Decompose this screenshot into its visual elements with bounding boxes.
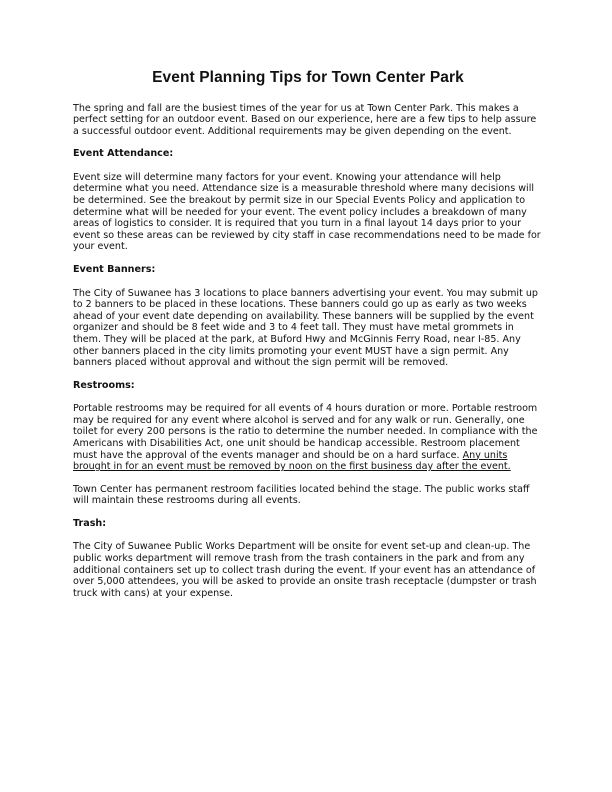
banners-paragraph: The City of Suwanee has 3 locations to place banners advertising your event. You may submit up to 2 banners to be placed in these locations. These banners could go up as early as two weeks ahead of your event date depending on availability. These banners will be supplied by the event organizer and should be 8 feet wide and 3 to 4 feet tall. They must have metal grommets in them. They will be placed at the park, at Buford Hwy and McGinnis Ferry Road, near I-85. Any other banners placed in the city limits promoting your event MUST have a sign permit. Any banners placed without approval and without the sign permit will be removed. [73,287,538,369]
restrooms-paragraph-2: Town Center has permanent restroom facilities located behind the stage. The public works staff will maintain these restrooms during all events. [73,483,530,507]
restrooms-underlined-text: Any units brought in for an event must be removed by noon on the first business day after the event. [73,449,511,473]
page-title: Event Planning Tips for Town Center Park [152,69,464,86]
restrooms-paragraph [73,403,543,473]
restrooms-heading: Restrooms: [73,379,135,391]
trash-paragraph: The City of Suwanee Public Works Department will be onsite for event set-up and clean-up. The public works department will remove trash from the trash containers in the park and from any additional containers set up to collect trash during the event. If your event has an attendance of over 5,000 attendees, you will be asked to provide an onsite trash receptacle (dumpster or trash truck with cans) at your expense. [73,541,537,599]
banners-heading: Event Banners: [73,264,156,276]
restrooms-text: Portable restrooms may be required for all events of 4 hours duration or more. Portable restroom may be required for any event where alcohol is served and for any walk or run. Generally, one toilet for every 200 persons is the ratio to determine the number needed. In compliance with the Americans with Disabilities Act, one unit should be handicap accessible. Restroom placement must have the approval of the events manager and should be on a hard surface. [73,403,538,461]
document-page [73,69,543,610]
attendance-heading: Event Attendance: [73,148,174,160]
trash-heading: Trash: [73,517,107,529]
intro-paragraph: The spring and fall are the busiest times of the year for us at Town Center Park. This makes a perfect setting for an outdoor event. Based on our experience, here are a few tips to help assure a successful outdoor event. Additional requirements may be given depending on the event. [73,102,537,137]
attendance-paragraph: Event size will determine many factors for your event. Knowing your attendance will help determine what you need. Attendance size is a measurable threshold where many decisions will be determined. See the breakout by permit size in our Special Events Policy and application to determine what will be needed for your event. The event policy includes a breakdown of many areas of logistics to consider. It is required that you turn in a final layout 14 days prior to your event so these areas can be reviewed by city staff in case recommendations need to be made for your event. [73,171,541,253]
